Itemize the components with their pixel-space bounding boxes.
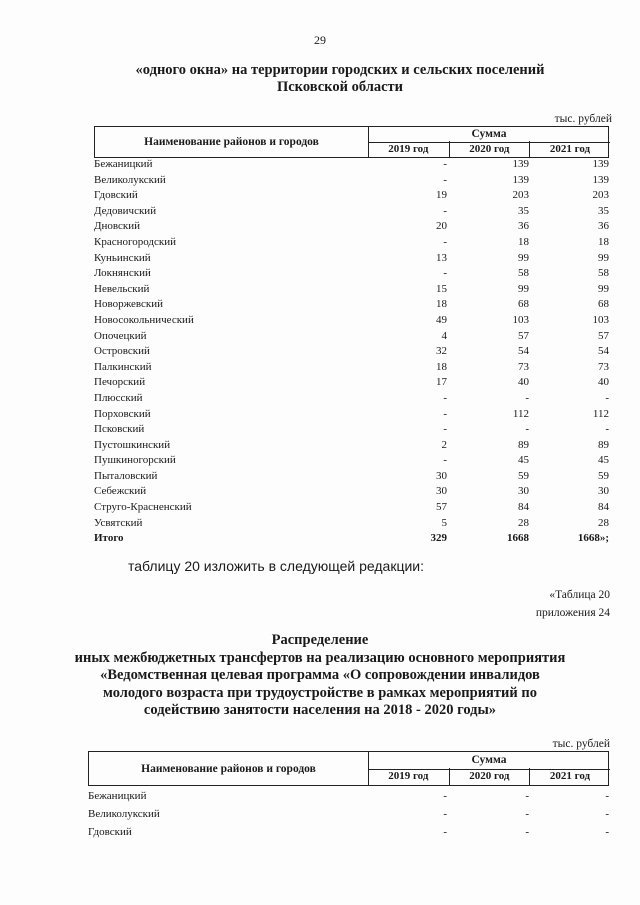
table-row (94, 484, 614, 500)
cell-2021: 36 (598, 220, 609, 233)
table1-unit: тыс. рублей (554, 113, 612, 125)
header-year: 2020 год (449, 768, 530, 785)
cell-2021: 84 (598, 501, 609, 514)
cell-2019: - (443, 267, 447, 280)
cell-2021: 103 (592, 313, 609, 326)
cell-2020: 58 (518, 267, 529, 280)
cell-2019: - (443, 391, 447, 404)
cell-2019: 2 (441, 438, 447, 451)
cell-2019: 30 (436, 469, 447, 482)
cell-2020: 139 (512, 158, 529, 170)
table-ref-appendix: приложения 24 (535, 607, 610, 619)
table-row (94, 516, 614, 532)
cell-2019: - (443, 173, 447, 186)
cell-district-name: Пустошкинский (94, 438, 171, 451)
cell-2019: - (443, 423, 447, 436)
cell-2020: 18 (518, 235, 529, 248)
cell-2019: 5 (441, 516, 447, 529)
table-row (88, 805, 613, 823)
cell-2021: 99 (598, 282, 609, 295)
cell-2020: 99 (518, 282, 529, 295)
title-line: содействию занятости населения на 2018 - 2020 годы» (143, 702, 497, 718)
table-row (94, 391, 614, 407)
cell-2021: - (605, 808, 609, 820)
table1-body (94, 157, 614, 547)
cell-2021: - (605, 391, 609, 404)
cell-2019: 20 (436, 220, 447, 233)
table-row (94, 157, 614, 173)
table-row (94, 500, 614, 516)
page-number: 29 (314, 33, 326, 47)
cell-district-name: Бежаницкий (94, 158, 153, 170)
cell-2019: 57 (436, 501, 447, 514)
cell-2020: 1668 (507, 532, 529, 545)
cell-2020: 139 (512, 173, 529, 186)
cell-2019: - (443, 790, 447, 802)
table1-header (94, 126, 609, 158)
cell-2020: 57 (518, 329, 529, 342)
cell-district-name: Псковский (94, 423, 145, 436)
cell-district-name: Себежский (94, 485, 147, 498)
header-name: Наименование районов и городов (95, 127, 369, 157)
table-row (94, 438, 614, 454)
cell-district-name: Печорский (94, 376, 146, 389)
table-row (94, 313, 614, 329)
header-year: 2019 год (388, 770, 429, 782)
cell-district-name: Гдовский (94, 189, 138, 202)
table-row (94, 204, 614, 220)
cell-2020: 40 (518, 376, 529, 389)
cell-2021: 57 (598, 329, 609, 342)
cell-district-name: Палкинский (94, 360, 152, 373)
cell-2019: - (443, 407, 447, 420)
table-ref-number: «Таблица 20 (549, 589, 610, 601)
title-line: Распределение (271, 632, 369, 648)
table1-title (60, 62, 620, 96)
cell-2020: - (525, 391, 529, 404)
table-row (94, 251, 614, 267)
table2-body (88, 787, 613, 841)
table-row (94, 344, 614, 360)
table-row (88, 823, 613, 841)
table-row (94, 329, 614, 345)
cell-2019: - (443, 204, 447, 217)
table2-title (20, 632, 620, 720)
cell-2019: 18 (436, 360, 447, 373)
cell-2021: 30 (598, 485, 609, 498)
cell-district-name: Итого (94, 532, 124, 545)
header-year: 2021 год (529, 141, 610, 157)
table-row (94, 469, 614, 485)
cell-district-name: Бежаницкий (88, 790, 147, 802)
cell-2021: - (605, 826, 609, 838)
cell-2019: 49 (436, 313, 447, 326)
cell-2019: 4 (441, 329, 447, 342)
cell-2021: 139 (592, 158, 609, 170)
cell-2019: - (443, 235, 447, 248)
header-name: Наименование районов и городов (89, 752, 369, 785)
title-line: «одного окна» на территории городских и сельских поселений (135, 62, 545, 78)
cell-district-name: Опочецкий (94, 329, 147, 342)
title-line: иных межбюджетных трансфертов на реализацию основного мероприятия (74, 649, 566, 666)
table-row (94, 235, 614, 251)
title-line: молодого возраста при трудоустройстве в рамках мероприятий по (103, 684, 537, 701)
cell-2020: - (525, 826, 529, 838)
cell-2021: 35 (598, 204, 609, 217)
cell-district-name: Гдовский (88, 826, 132, 838)
cell-2021: 139 (592, 173, 609, 186)
cell-district-name: Великолукский (94, 173, 166, 186)
cell-2021: 28 (598, 516, 609, 529)
cell-district-name: Локнянский (94, 267, 151, 280)
cell-2021: 73 (598, 360, 609, 373)
cell-2020: 59 (518, 469, 529, 482)
cell-2021: 40 (598, 376, 609, 389)
cell-2020: - (525, 808, 529, 820)
cell-district-name: Дновский (94, 220, 141, 233)
cell-2019: 13 (436, 251, 447, 264)
cell-2019: 18 (436, 298, 447, 311)
cell-2020: - (525, 790, 529, 802)
cell-2019: 15 (436, 282, 447, 295)
title-line: Псковской области (276, 79, 404, 95)
table-row (94, 266, 614, 282)
cell-2021: - (605, 790, 609, 802)
cell-2020: 30 (518, 485, 529, 498)
cell-2021: 68 (598, 298, 609, 311)
header-year: 2019 год (388, 143, 429, 155)
cell-district-name: Островский (94, 345, 150, 358)
table-row (94, 282, 614, 298)
cell-2019: 19 (436, 189, 447, 202)
table-row (94, 360, 614, 376)
cell-district-name: Плюсский (94, 391, 143, 404)
cell-district-name: Великолукский (88, 808, 160, 820)
cell-2021: 1668»; (577, 532, 609, 545)
cell-2021: 54 (598, 345, 609, 358)
cell-2021: 58 (598, 267, 609, 280)
cell-2020: 45 (518, 454, 529, 467)
cell-2020: 54 (518, 345, 529, 358)
table-row (88, 787, 613, 805)
cell-district-name: Усвятский (94, 516, 143, 529)
cell-2021: 112 (592, 407, 609, 420)
header-year: 2021 год (529, 768, 610, 785)
table-row (94, 375, 614, 391)
cell-district-name: Пыталовский (94, 469, 158, 482)
cell-district-name: Струго-Красненский (94, 501, 192, 514)
cell-2021: 59 (598, 469, 609, 482)
table-row (94, 173, 614, 189)
cell-2020: 112 (512, 407, 529, 420)
cell-2020: 36 (518, 220, 529, 233)
cell-2021: 89 (598, 438, 609, 451)
cell-2019: 32 (436, 345, 447, 358)
table-row (94, 219, 614, 235)
cell-district-name: Дедовичский (94, 204, 157, 217)
cell-2019: - (443, 808, 447, 820)
cell-2019: - (443, 158, 447, 170)
cell-2019: 17 (436, 376, 447, 389)
cell-district-name: Невельский (94, 282, 150, 295)
table2-unit: тыс. рублей (552, 738, 610, 750)
cell-2021: 99 (598, 251, 609, 264)
cell-district-name: Порховский (94, 407, 151, 420)
table-row (94, 188, 614, 204)
cell-district-name: Пушкиногорский (94, 454, 176, 467)
cell-2019: 30 (436, 485, 447, 498)
cell-2019: 329 (430, 532, 447, 545)
cell-2019: - (443, 826, 447, 838)
table-row (94, 407, 614, 423)
cell-2020: 73 (518, 360, 529, 373)
cell-2020: 103 (512, 313, 529, 326)
instruction-text: таблицу 20 изложить в следующей редакции: (128, 558, 425, 574)
cell-2020: 99 (518, 251, 529, 264)
header-year: 2020 год (449, 141, 530, 157)
cell-district-name: Новоржевский (94, 298, 164, 311)
title-line: «Ведомственная целевая программа «О сопровождении инвалидов (100, 667, 540, 683)
table-row (94, 453, 614, 469)
table-row (94, 297, 614, 313)
table-row (94, 422, 614, 438)
cell-2021: 45 (598, 454, 609, 467)
cell-2020: 35 (518, 204, 529, 217)
cell-2021: 18 (598, 235, 609, 248)
cell-2020: 89 (518, 438, 529, 451)
header-sum: Сумма (368, 752, 610, 770)
cell-district-name: Красногородский (94, 235, 177, 248)
table2-header (88, 751, 609, 786)
cell-2020: 28 (518, 516, 529, 529)
cell-2020: 84 (518, 501, 529, 514)
header-sum: Сумма (368, 127, 610, 143)
cell-2020: - (525, 423, 529, 436)
cell-2020: 68 (518, 298, 529, 311)
cell-district-name: Куньинский (94, 251, 151, 264)
cell-2019: - (443, 454, 447, 467)
cell-2020: 203 (512, 189, 529, 202)
table-total-row (94, 531, 614, 547)
cell-2021: - (605, 423, 609, 436)
cell-district-name: Новосокольнический (94, 313, 194, 326)
cell-2021: 203 (592, 189, 609, 202)
